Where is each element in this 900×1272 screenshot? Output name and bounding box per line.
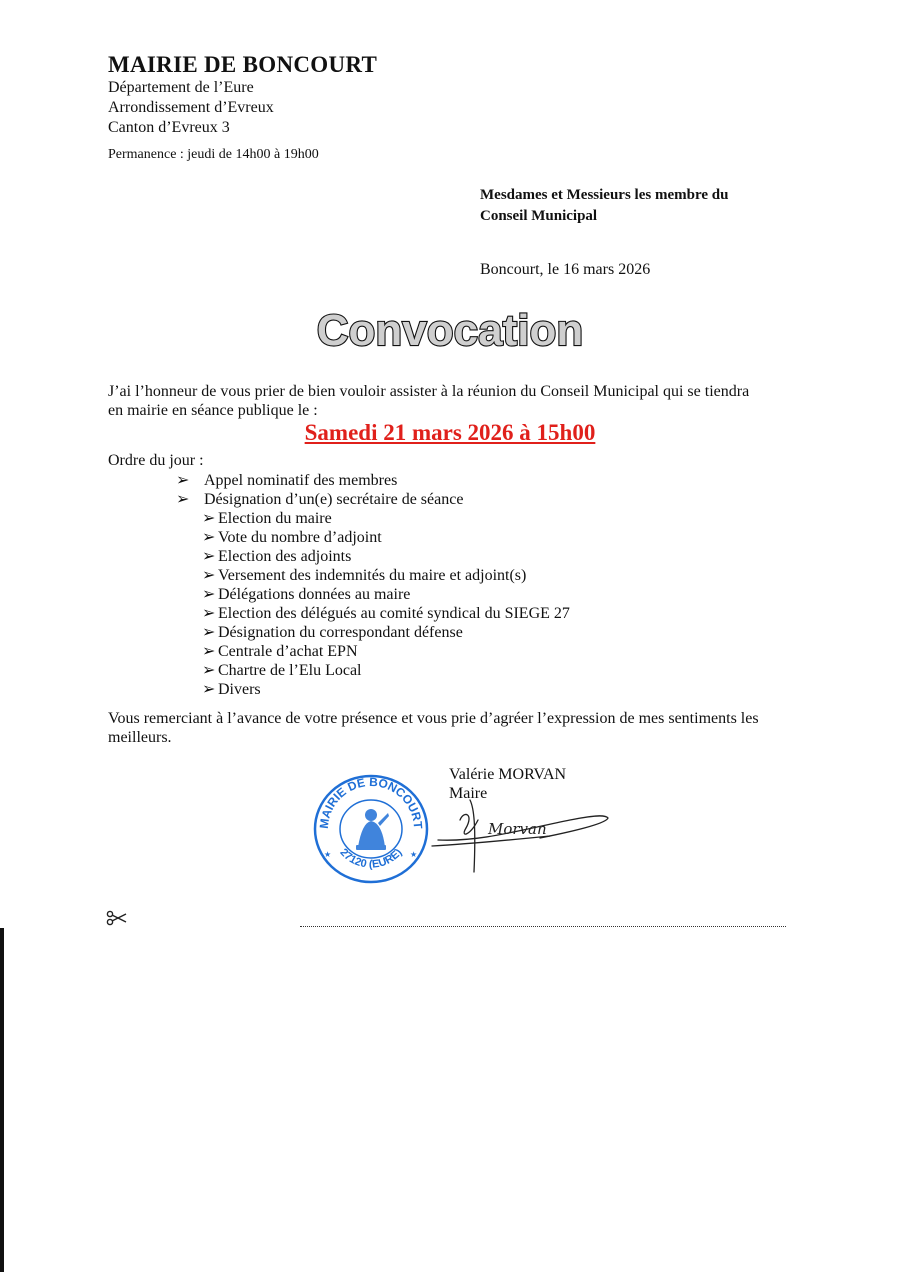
arrow-bullet-icon: ➢	[202, 681, 216, 698]
agenda-subitem-text: Vote du nombre d’adjoint	[218, 529, 382, 546]
agenda-subitem-text: Désignation du correspondant défense	[218, 624, 463, 641]
arrow-bullet-icon: ➢	[202, 662, 216, 679]
agenda-subitem-text: Election du maire	[218, 510, 332, 527]
header-canton: Canton d’Evreux 3	[108, 119, 230, 136]
cut-line	[300, 926, 786, 927]
agenda-subitem-text: Centrale d’achat EPN	[218, 643, 358, 660]
agenda-subitem-text: Chartre de l’Elu Local	[218, 662, 362, 679]
arrow-bullet-icon: ➢	[176, 491, 190, 508]
arrow-bullet-icon: ➢	[202, 643, 216, 660]
intro-paragraph	[108, 382, 808, 420]
agenda-subitem-text: Délégations données au maire	[218, 586, 411, 603]
arrow-bullet-icon: ➢	[202, 529, 216, 546]
arrow-bullet-icon: ➢	[176, 472, 190, 489]
agenda-subitem-text: Versement des indemnités du maire et adjoint(s)	[218, 567, 527, 584]
agenda-item	[176, 470, 397, 490]
closing-paragraph	[108, 709, 798, 747]
intro-line-1: J’ai l’honneur de vous prier de bien vouloir assister à la réunion du Conseil Municipal qui se tiendra	[108, 383, 750, 400]
agenda-item	[176, 489, 463, 509]
place-date: Boncourt, le 16 mars 2026	[480, 261, 651, 278]
permanence-hours: Permanence : jeudi de 14h00 à 19h00	[108, 147, 319, 162]
agenda-subitem	[202, 508, 332, 528]
svg-text:★: ★	[324, 850, 332, 859]
intro-line-2: en mairie en séance publique le :	[108, 402, 318, 419]
agenda-subitem-text: Election des délégués au comité syndical du SIEGE 27	[218, 605, 570, 622]
signer-name: Valérie MORVAN	[449, 766, 567, 783]
agenda-item-text: Appel nominatif des membres	[204, 472, 398, 489]
convocation-heading-text: Convocation	[316, 306, 584, 355]
agenda-subitem-text: Divers	[218, 681, 261, 698]
mairie-stamp-icon	[312, 773, 430, 885]
recipient-block	[480, 185, 728, 227]
agenda-subitem-text: Election des adjoints	[218, 548, 352, 565]
closing-line-1: Vous remerciant à l’avance de votre présence et vous prie d’agréer l’expression de mes sentiments les	[108, 710, 759, 727]
recipient-line-2: Conseil Municipal	[480, 208, 598, 224]
agenda-subitem	[202, 679, 261, 699]
recipient-line-1: Mesdames et Messieurs les membre du	[480, 187, 729, 203]
agenda-subitem	[202, 660, 362, 680]
agenda-title: Ordre du jour :	[108, 452, 204, 469]
agenda-subitem	[202, 622, 463, 642]
handwritten-signature-icon	[430, 780, 615, 880]
agenda-subitem	[202, 584, 410, 604]
agenda-subitem	[202, 527, 382, 547]
scissors-icon	[106, 908, 128, 928]
scan-edge-bar	[0, 928, 4, 1272]
mairie-title: MAIRIE DE BONCOURT	[108, 52, 378, 77]
header-arrondissement: Arrondissement d’Evreux	[108, 99, 274, 116]
agenda-subitem	[202, 546, 351, 566]
signature-scrawl-text: Morvan	[488, 820, 547, 838]
arrow-bullet-icon: ➢	[202, 586, 216, 603]
header-department: Département de l’Eure	[108, 79, 254, 96]
arrow-bullet-icon: ➢	[202, 548, 216, 565]
agenda-subitem	[202, 641, 358, 661]
agenda-subitem	[202, 603, 570, 623]
convocation-heading	[300, 295, 600, 361]
stamp-bottom-text: 27120 (EURE)	[337, 846, 405, 871]
arrow-bullet-icon: ➢	[202, 624, 216, 641]
agenda-item-text: Désignation d’un(e) secrétaire de séance	[204, 491, 464, 508]
arrow-bullet-icon: ➢	[202, 605, 216, 622]
agenda-subitem	[202, 565, 526, 585]
arrow-bullet-icon: ➢	[202, 510, 216, 527]
signer-role: Maire	[449, 785, 488, 802]
closing-line-2: meilleurs.	[108, 729, 172, 746]
meeting-datetime: Samedi 21 mars 2026 à 15h00	[304, 420, 596, 445]
arrow-bullet-icon: ➢	[202, 567, 216, 584]
stamp-top-text: MAIRIE DE BONCOURT	[316, 774, 426, 830]
svg-text:★: ★	[410, 850, 418, 859]
